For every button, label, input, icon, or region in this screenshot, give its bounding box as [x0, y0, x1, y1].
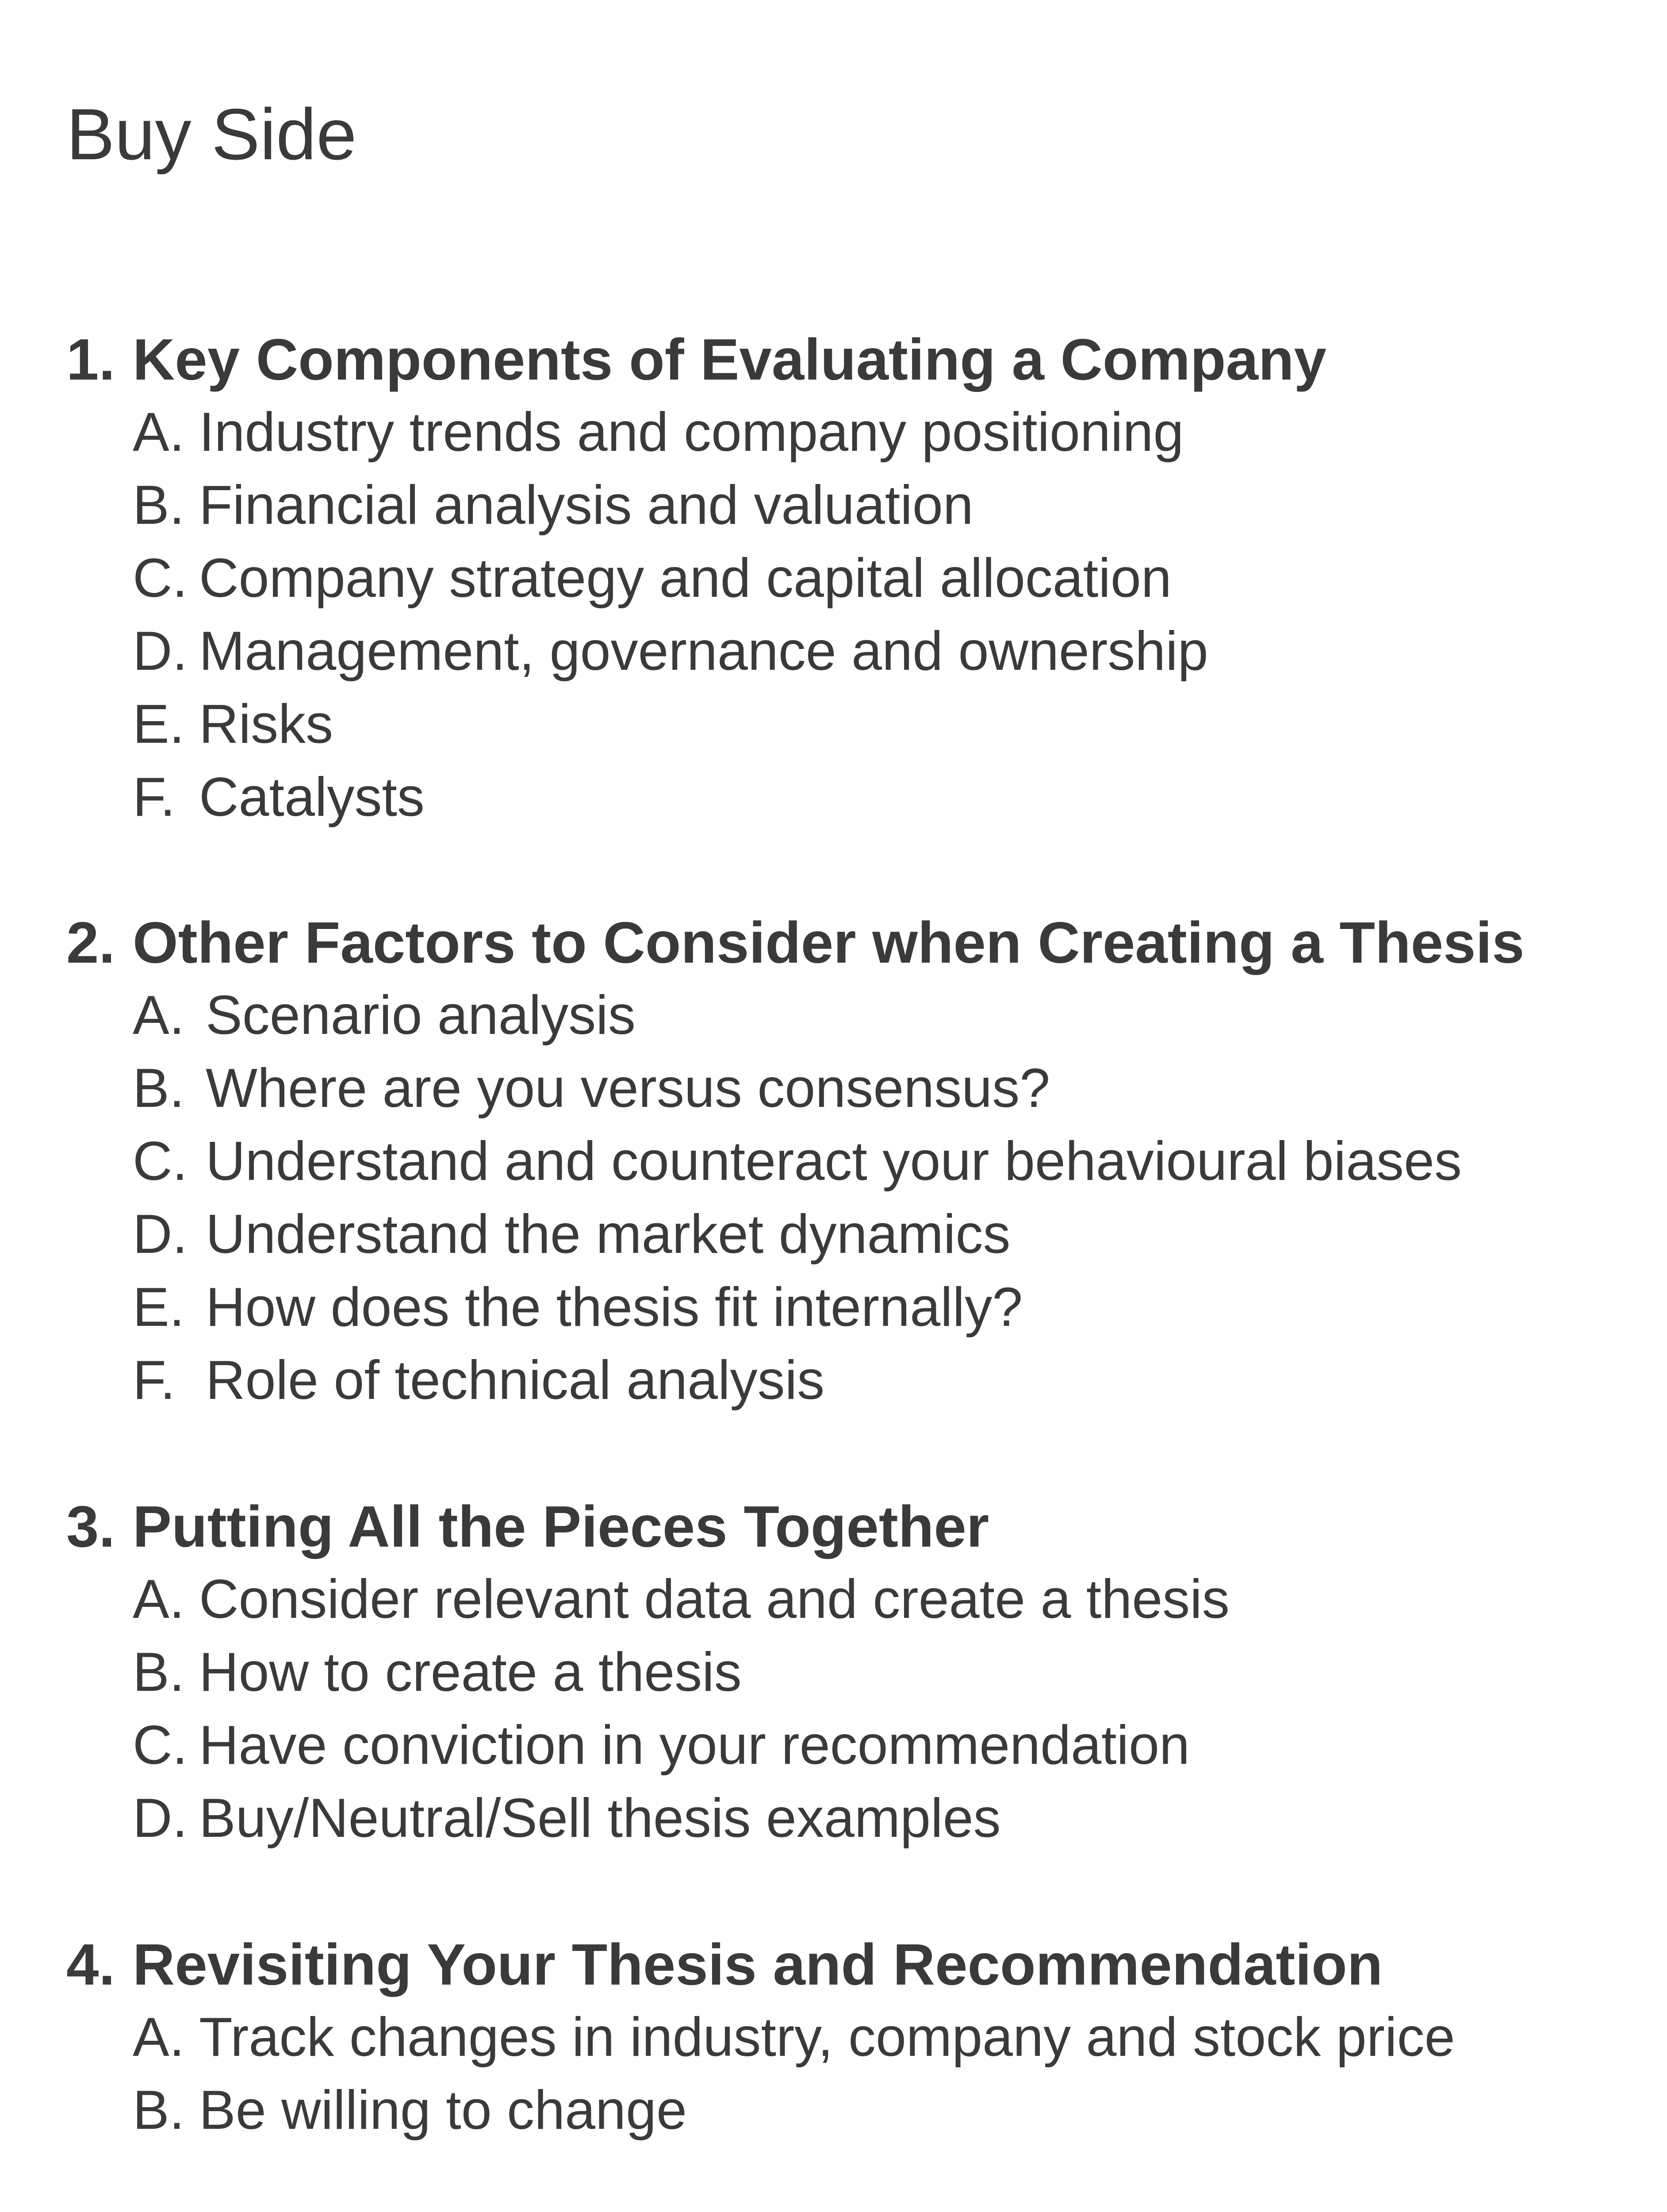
section-3 — [66, 1490, 1230, 1855]
item-letter: B. — [133, 1058, 185, 1119]
item-letter: A. — [133, 2007, 185, 2068]
item-text: How to create a thesis — [199, 1642, 742, 1703]
section-title: Other Factors to Consider when Creating a Thesis — [133, 910, 1525, 975]
list-item — [133, 2001, 1455, 2074]
item-letter: A. — [133, 1569, 185, 1630]
outline-list — [66, 979, 1525, 1417]
outline-list — [66, 1563, 1230, 1855]
item-text: Management, governance and ownership — [199, 621, 1208, 682]
item-text: Understand the market dynamics — [206, 1204, 1011, 1265]
list-item — [133, 1344, 1525, 1417]
section-4 — [66, 1928, 1455, 2147]
list-item — [133, 469, 1326, 542]
list-item — [133, 979, 1525, 1052]
page-title: Buy Side — [66, 94, 357, 175]
item-letter: F. — [133, 1350, 176, 1411]
item-letter: C. — [133, 1715, 188, 1776]
item-text: Financial analysis and valuation — [199, 475, 973, 536]
item-letter: B. — [133, 2080, 185, 2141]
item-letter: C. — [133, 1131, 188, 1192]
section-number: 1. — [66, 327, 115, 392]
item-text: Consider relevant data and create a thesis — [199, 1569, 1230, 1630]
section-1 — [66, 323, 1326, 834]
list-item — [133, 1782, 1230, 1855]
item-text: Risks — [199, 694, 333, 755]
item-letter: D. — [133, 1204, 188, 1265]
item-text: Understand and counteract your behavioural biases — [206, 1131, 1462, 1192]
section-heading — [66, 323, 1326, 396]
item-letter: B. — [133, 1642, 185, 1703]
section-title: Putting All the Pieces Together — [133, 1494, 989, 1559]
item-letter: F. — [133, 767, 176, 828]
list-item — [133, 1125, 1525, 1198]
item-letter: E. — [133, 694, 185, 755]
item-text: Industry trends and company positioning — [199, 402, 1184, 463]
list-item — [133, 761, 1326, 834]
list-item — [133, 542, 1326, 615]
list-item — [133, 1271, 1525, 1344]
item-letter: D. — [133, 621, 188, 682]
item-letter: D. — [133, 1788, 188, 1849]
item-letter: B. — [133, 475, 185, 536]
item-text: Be willing to change — [199, 2080, 687, 2141]
section-2 — [66, 906, 1525, 1417]
item-text: Where are you versus consensus? — [206, 1058, 1050, 1119]
item-text: Catalysts — [199, 767, 425, 828]
outline-list — [66, 2001, 1455, 2147]
item-text: Company strategy and capital allocation — [199, 548, 1172, 609]
outline-list — [66, 396, 1326, 834]
item-letter: A. — [133, 985, 185, 1046]
item-text: Track changes in industry, company and stock price — [199, 2007, 1455, 2068]
section-title: Key Components of Evaluating a Company — [133, 327, 1327, 392]
section-number: 2. — [66, 910, 115, 975]
list-item — [133, 615, 1326, 688]
item-text: How does the thesis fit internally? — [206, 1277, 1023, 1338]
section-heading — [66, 1490, 1230, 1563]
item-text: Role of technical analysis — [206, 1350, 825, 1411]
section-title: Revisiting Your Thesis and Recommendation — [133, 1932, 1383, 1997]
item-text: Buy/Neutral/Sell thesis examples — [199, 1788, 1001, 1849]
item-letter: C. — [133, 548, 188, 609]
section-number: 3. — [66, 1494, 115, 1559]
section-number: 4. — [66, 1932, 115, 1997]
list-item — [133, 1709, 1230, 1782]
list-item — [133, 1636, 1230, 1709]
section-heading — [66, 1928, 1455, 2001]
list-item — [133, 2074, 1455, 2147]
list-item — [133, 396, 1326, 469]
list-item — [133, 1198, 1525, 1271]
item-text: Scenario analysis — [206, 985, 636, 1046]
section-heading — [66, 906, 1525, 979]
list-item — [133, 1052, 1525, 1125]
list-item — [133, 688, 1326, 761]
item-letter: E. — [133, 1277, 185, 1338]
item-letter: A. — [133, 402, 185, 463]
list-item — [133, 1563, 1230, 1636]
item-text: Have conviction in your recommendation — [199, 1715, 1190, 1776]
